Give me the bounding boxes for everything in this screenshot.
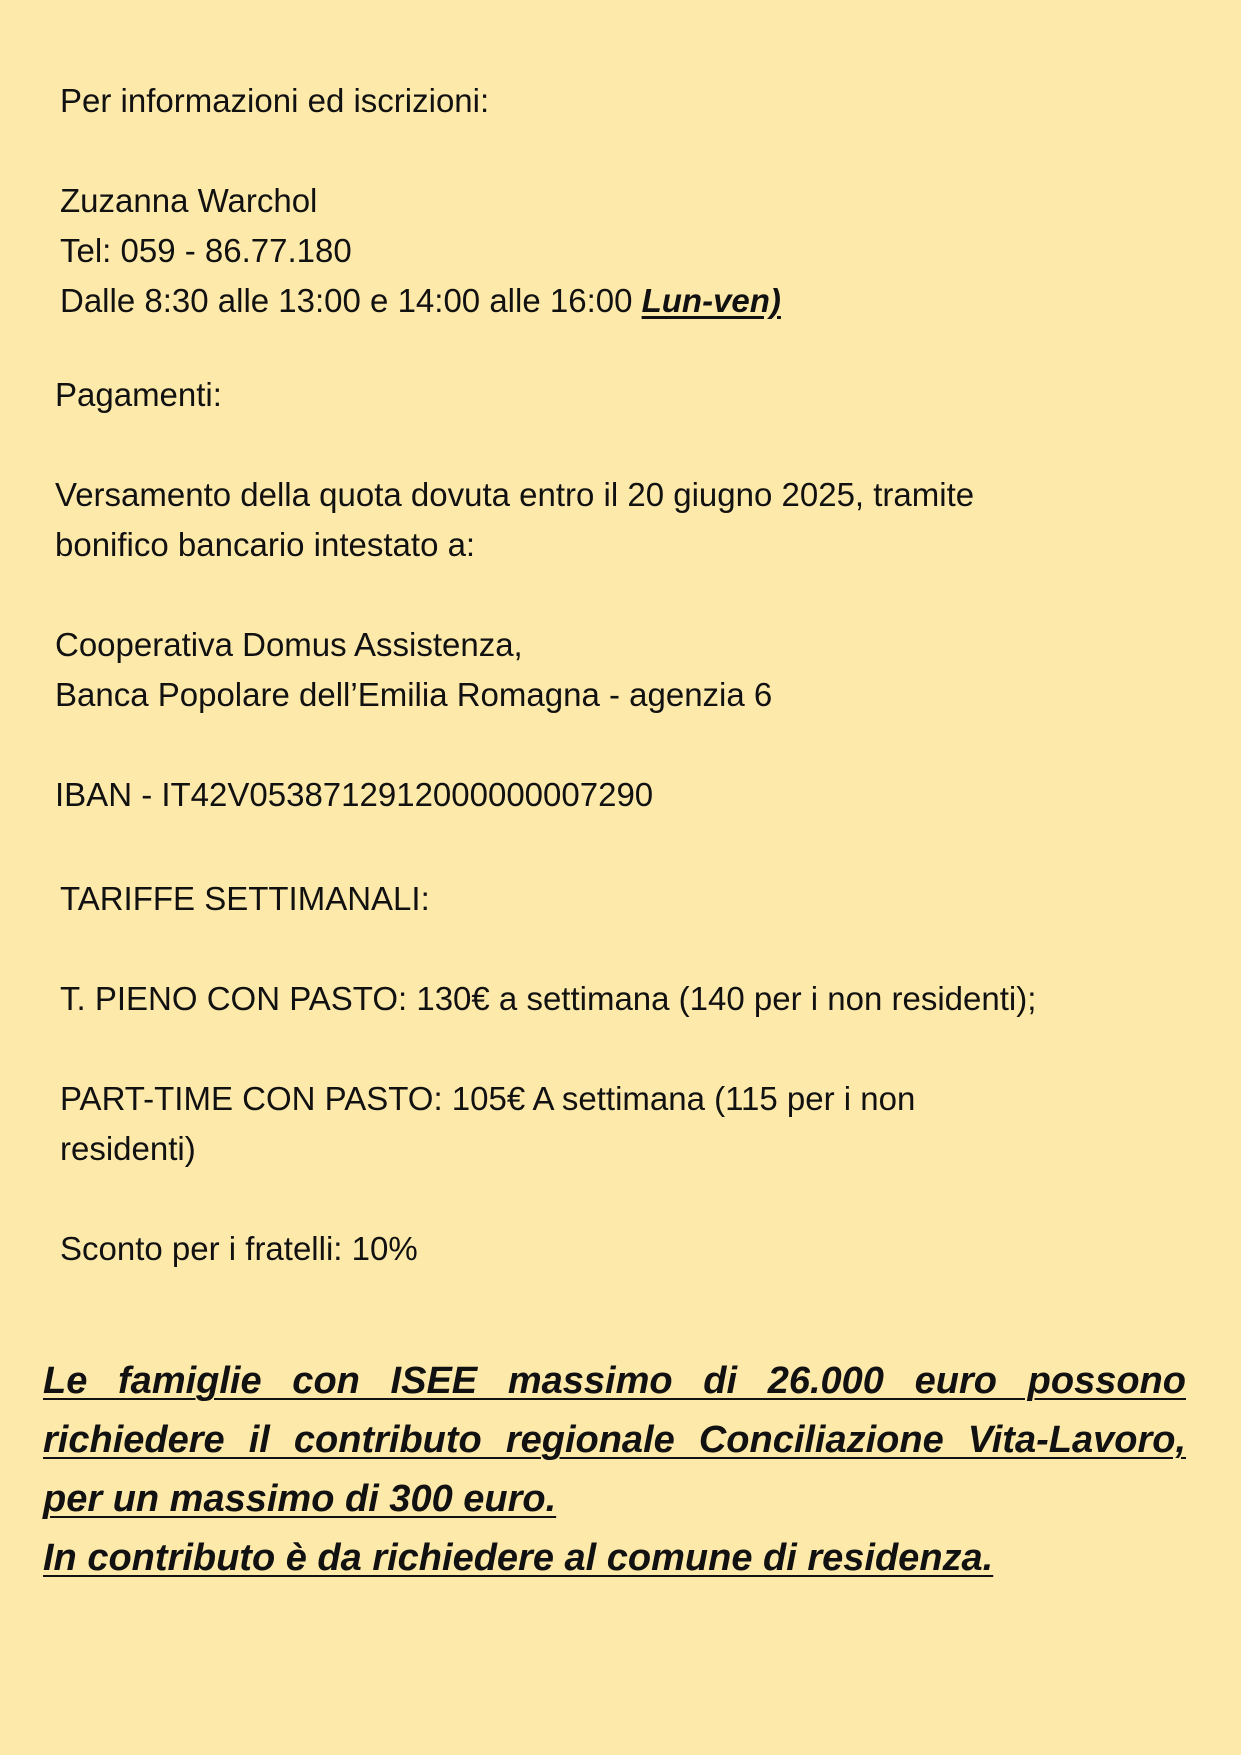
rates-full-time: T. PIENO CON PASTO: 130€ a settimana (140 per i non residenti); bbox=[60, 980, 1037, 1017]
payments-beneficiary: Cooperativa Domus Assistenza, bbox=[55, 626, 523, 663]
notice-paragraph: Le famiglie con ISEE massimo di 26.000 euro possono richiedere il contributo regionale Conciliazione Vita-Lavoro, per un massimo di 300 euro. bbox=[43, 1360, 1186, 1520]
contact-hours-days: Lun-ven) bbox=[641, 282, 781, 319]
rates-heading: TARIFFE SETTIMANALI: bbox=[60, 880, 430, 917]
payments-iban: IBAN - IT42V0538712912000000007290 bbox=[55, 776, 654, 813]
contact-hours-text: Dalle 8:30 alle 13:00 e 14:00 alle 16:00 bbox=[60, 282, 642, 319]
payments-heading: Pagamenti: bbox=[55, 376, 222, 413]
payments-instruction-line1: Versamento della quota dovuta entro il 20 giugno 2025, tramite bbox=[55, 476, 975, 513]
contact-phone: Tel: 059 - 86.77.180 bbox=[60, 232, 352, 269]
payments-bank: Banca Popolare dell’Emilia Romagna - agenzia 6 bbox=[55, 676, 773, 713]
rates-sibling-discount: Sconto per i fratelli: 10% bbox=[60, 1230, 418, 1267]
regional-contribution-notice bbox=[43, 1352, 1186, 1588]
contact-heading: Per informazioni ed iscrizioni: bbox=[60, 82, 490, 119]
contact-name: Zuzanna Warchol bbox=[60, 182, 318, 219]
contact-hours bbox=[60, 276, 781, 326]
payments-instruction-line2: bonifico bancario intestato a: bbox=[55, 526, 476, 563]
notice-line2: In contributo è da richiedere al comune di residenza. bbox=[43, 1537, 994, 1579]
rates-part-time-line2: residenti) bbox=[60, 1130, 196, 1167]
rates-part-time-line1: PART-TIME CON PASTO: 105€ A settimana (115 per i non bbox=[60, 1080, 916, 1117]
